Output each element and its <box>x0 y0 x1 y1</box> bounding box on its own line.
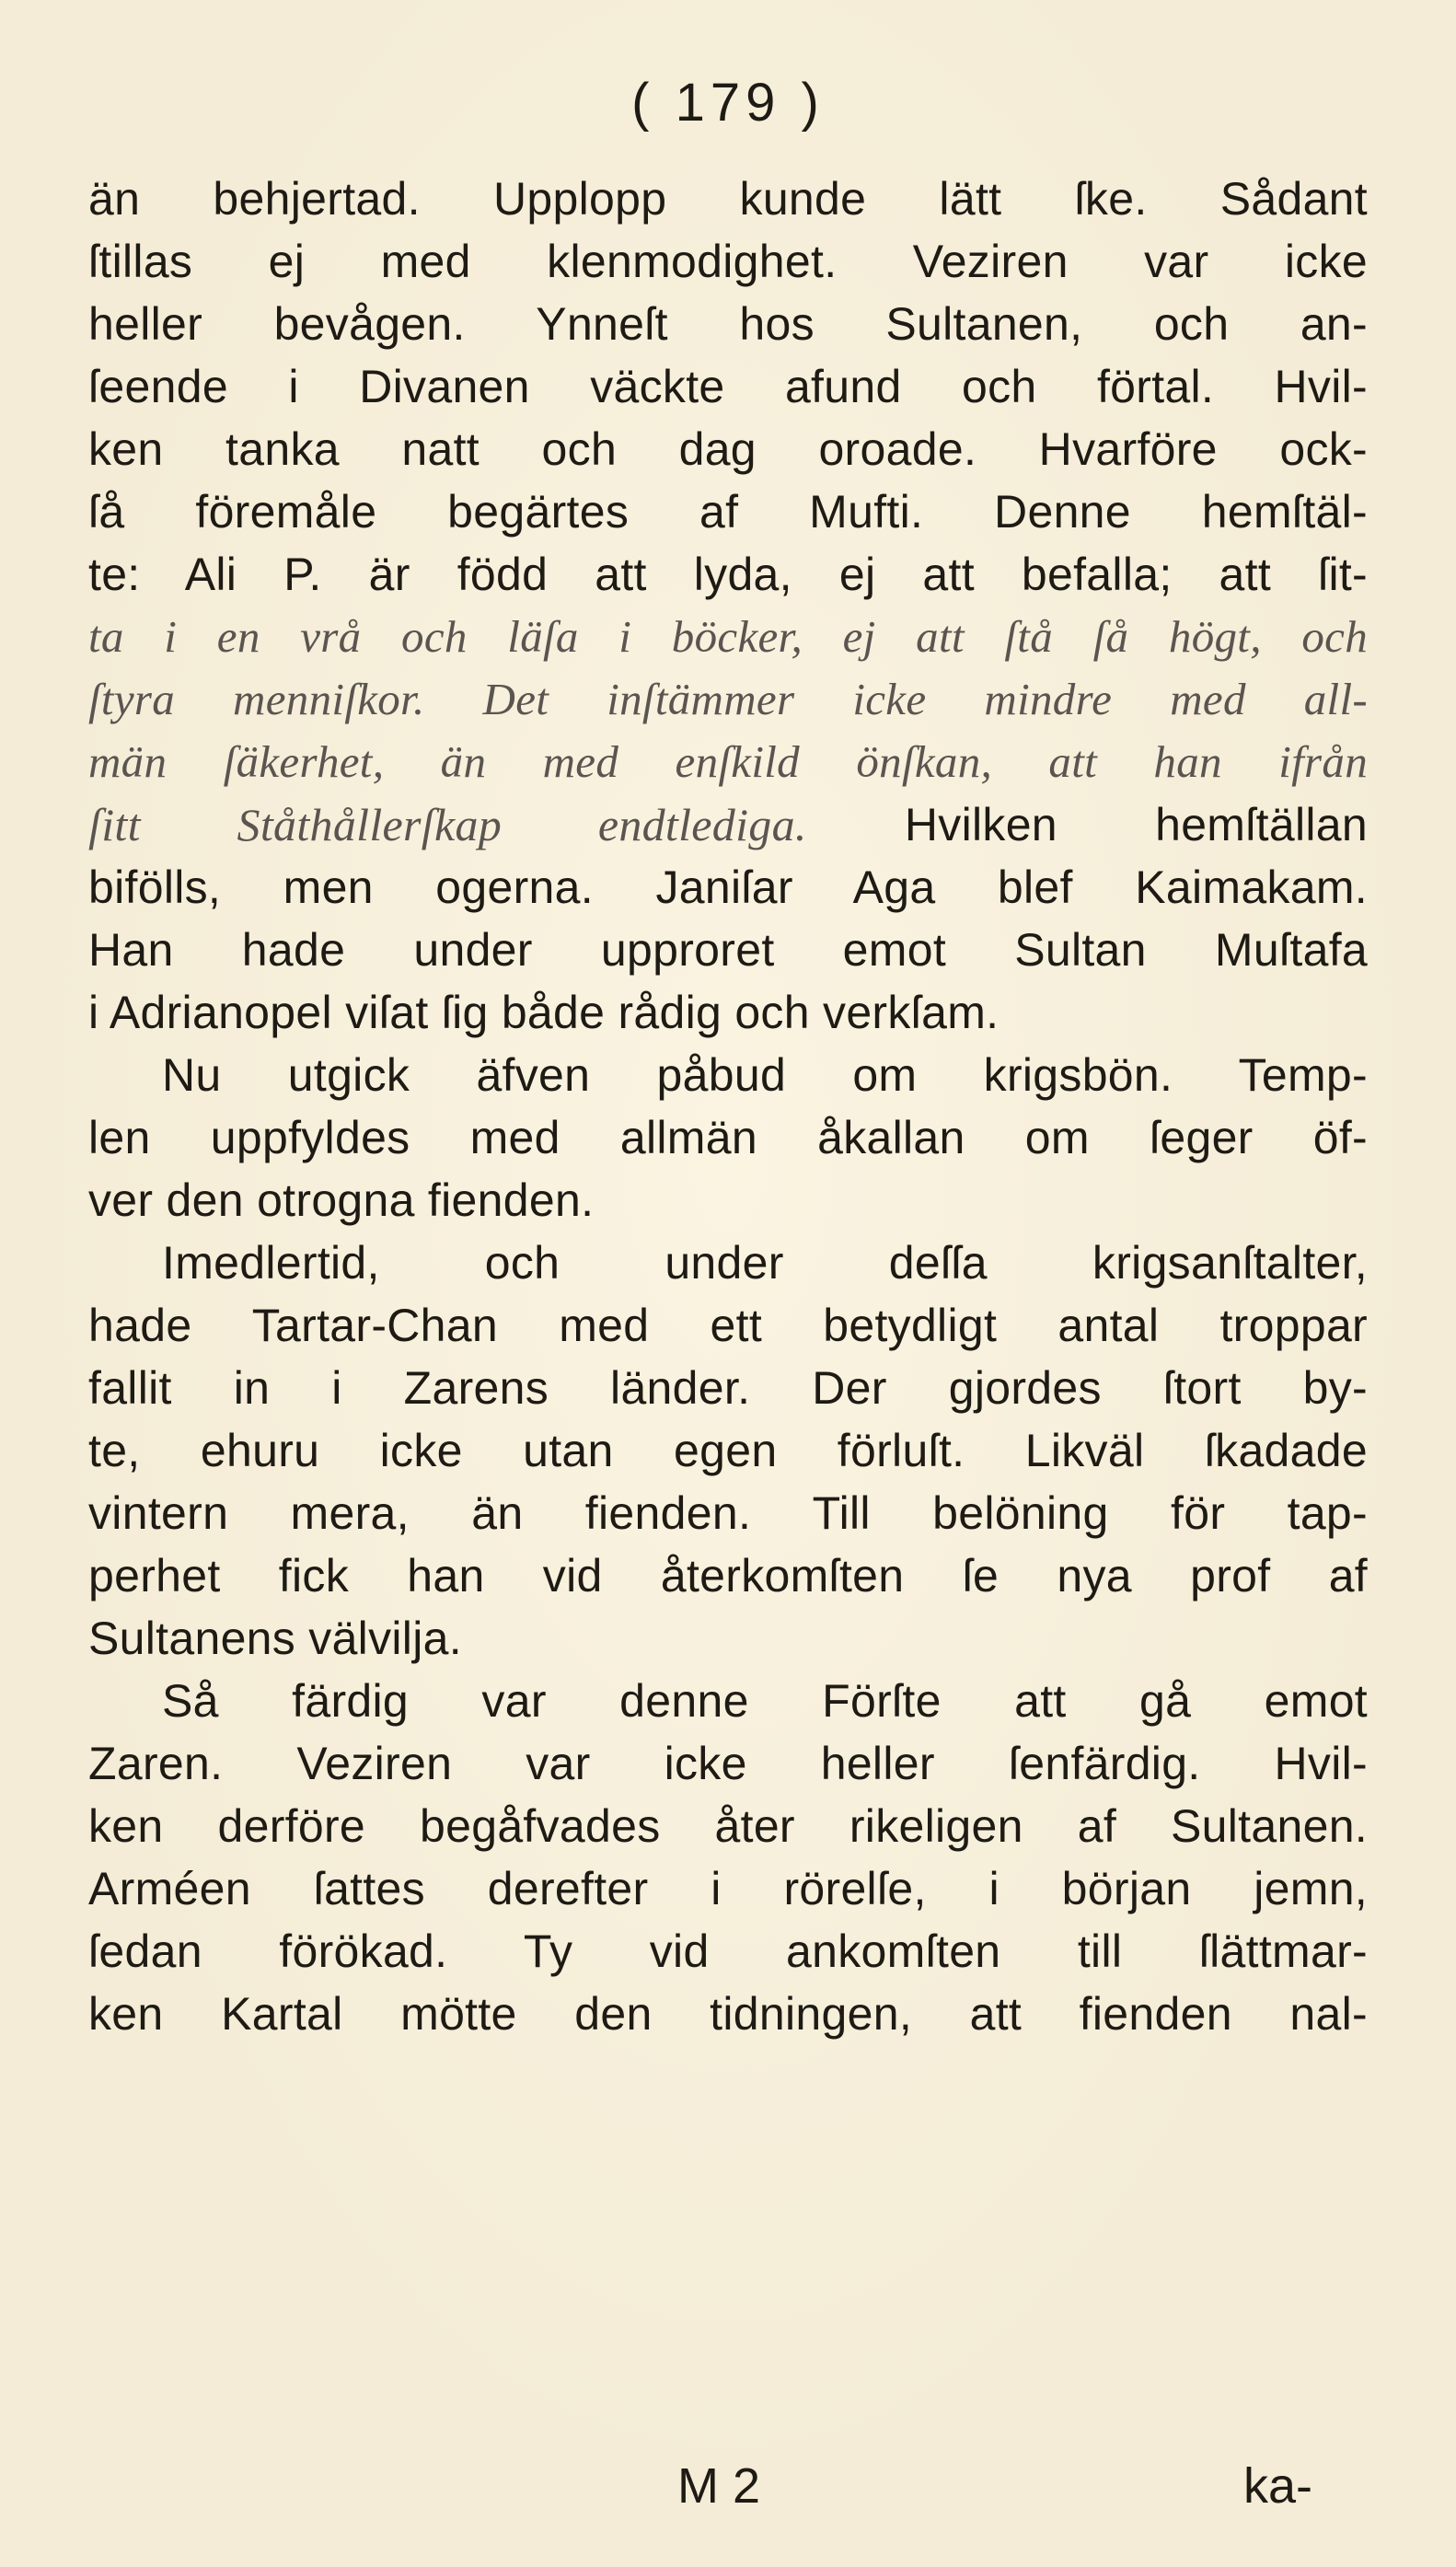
text-line: ſeende i Divanen väckte afund och förtal. Hvil- <box>88 361 1368 412</box>
text-line-italic: ta i en vrå och läſa i böcker, ej att ſtå ſå högt, och <box>88 611 1368 662</box>
text-line: hade Tartar-Chan med ett betydligt antal troppar <box>88 1300 1368 1351</box>
text-line: i Adrianopel viſat ſig både rådig och verkſam. <box>88 987 1000 1038</box>
roman-segment: Hvilken hemſtällan <box>904 799 1368 850</box>
italic-segment: ſitt Ståthållerſkap endtlediga. <box>88 799 807 850</box>
text-line: Sultanens välvilja. <box>88 1613 462 1664</box>
catchword: ka- <box>1242 2458 1312 2514</box>
text-line: Zaren. Veziren var icke heller ſenfärdig. Hvil- <box>88 1738 1368 1789</box>
text-line: te: Ali P. är född att lyda, ej att befalla; att ſit- <box>88 549 1368 600</box>
text-line: ſedan förökad. Ty vid ankomſten till ſlättmar- <box>88 1925 1368 1977</box>
signature-mark: M 2 <box>677 2458 761 2514</box>
text-line-mixed <box>88 793 1368 856</box>
text-line: Så färdig var denne Förſte att gå emot <box>162 1675 1368 1727</box>
text-line: ken derföre begåfvades åter rikeligen af Sultanen. <box>88 1800 1368 1852</box>
text-line: ver den otrogna fienden. <box>88 1174 595 1226</box>
text-line: len uppfyldes med allmän åkallan om ſeger öf- <box>88 1112 1368 1163</box>
text-line-italic: män ſäkerhet, än med enſkild önſkan, att han ifrån <box>88 736 1368 787</box>
text-line: bifölls, men ogerna. Janiſar Aga blef Kaimakam. <box>88 861 1368 913</box>
text-line: Imedlertid, och under deſſa krigsanſtalter, <box>162 1237 1368 1289</box>
text-line: te, ehuru icke utan egen förluſt. Likväl ſkadade <box>88 1425 1368 1476</box>
text-line: fallit in i Zarens länder. Der gjordes ſtort by- <box>88 1362 1368 1414</box>
text-line: än behjertad. Upplopp kunde lätt ſke. Sådant <box>88 173 1368 225</box>
text-line: ſå föremåle begärtes af Mufti. Denne hemſtäl- <box>88 486 1368 538</box>
text-line: ken Kartal mötte den tidningen, att fienden nal- <box>88 1988 1368 2040</box>
text-line-italic: ſtyra menniſkor. Det inſtämmer icke mindre med all- <box>88 674 1368 724</box>
text-line: perhet fick han vid återkomſten ſe nya prof af <box>88 1550 1368 1601</box>
text-line: vintern mera, än fienden. Till belöning för tap- <box>88 1487 1368 1539</box>
text-line: ken tanka natt och dag oroade. Hvarföre ock- <box>88 423 1368 475</box>
page-header: ( 179 ) <box>631 73 825 133</box>
text-line: heller bevågen. Ynneſt hos Sultanen, och an- <box>88 298 1368 350</box>
text-line: Han hade under upproret emot Sultan Muſtafa <box>88 924 1368 976</box>
text-line: ſtillas ej med klenmodighet. Veziren var icke <box>88 236 1368 287</box>
body-text <box>88 168 1368 2045</box>
text-line: Arméen ſattes derefter i rörelſe, i början jemn, <box>88 1863 1368 1914</box>
text-line: Nu utgick äfven påbud om krigsbön. Temp- <box>162 1049 1368 1101</box>
page-footer <box>88 2457 1368 2531</box>
